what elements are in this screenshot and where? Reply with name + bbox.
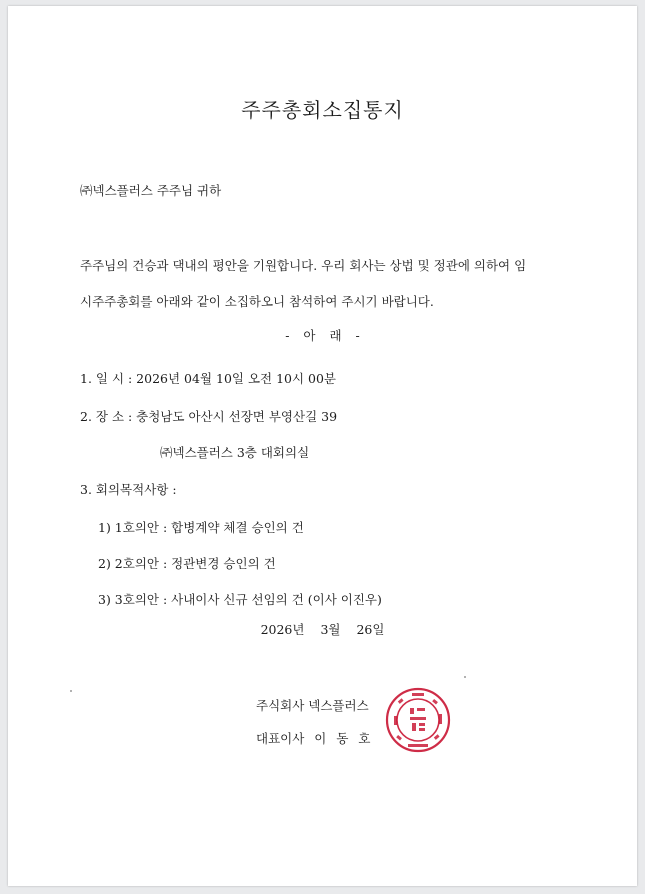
agenda-item: 1) 1호의안 : 합병계약 체결 승인의 건 <box>98 520 304 535</box>
agenda-heading: 3. 회의목적사항 : <box>80 482 177 497</box>
meeting-place-detail: ㈜넥스플러스 3층 대회의실 <box>160 445 310 460</box>
company-seal-stamp <box>384 686 452 754</box>
agenda-item: 2) 2호의안 : 정관변경 승인의 건 <box>98 556 276 571</box>
scan-speck <box>70 690 72 692</box>
notice-page <box>8 6 637 886</box>
scan-speck <box>464 676 466 678</box>
ceo-name: 대표이사 이 동 호 <box>256 731 371 746</box>
document-title: 주주총회소집통지 <box>241 98 404 122</box>
body-line-2: 시주주총회를 아래와 같이 소집하오니 참석하여 주시기 바랍니다. <box>80 294 434 309</box>
meeting-place: 2. 장 소 : 충청남도 아산시 선장면 부영산길 39 <box>80 409 338 424</box>
notice-date: 2026년 3월 26일 <box>260 622 385 637</box>
meeting-date: 1. 일 시 : 2026년 04월 10일 오전 10시 00분 <box>80 371 337 386</box>
recipient-line: ㈜넥스플러스 주주님 귀하 <box>80 183 222 198</box>
body-line-1: 주주님의 건승과 댁내의 평안을 기원합니다. 우리 회사는 상법 및 정관에 의하여 임 <box>80 258 527 273</box>
company-name: 주식회사 넥스플러스 <box>256 698 369 713</box>
section-divider-ahrae: - 아 래 - <box>285 328 360 343</box>
agenda-item: 3) 3호의안 : 사내이사 신규 선임의 건 (이사 이진우) <box>98 592 382 607</box>
